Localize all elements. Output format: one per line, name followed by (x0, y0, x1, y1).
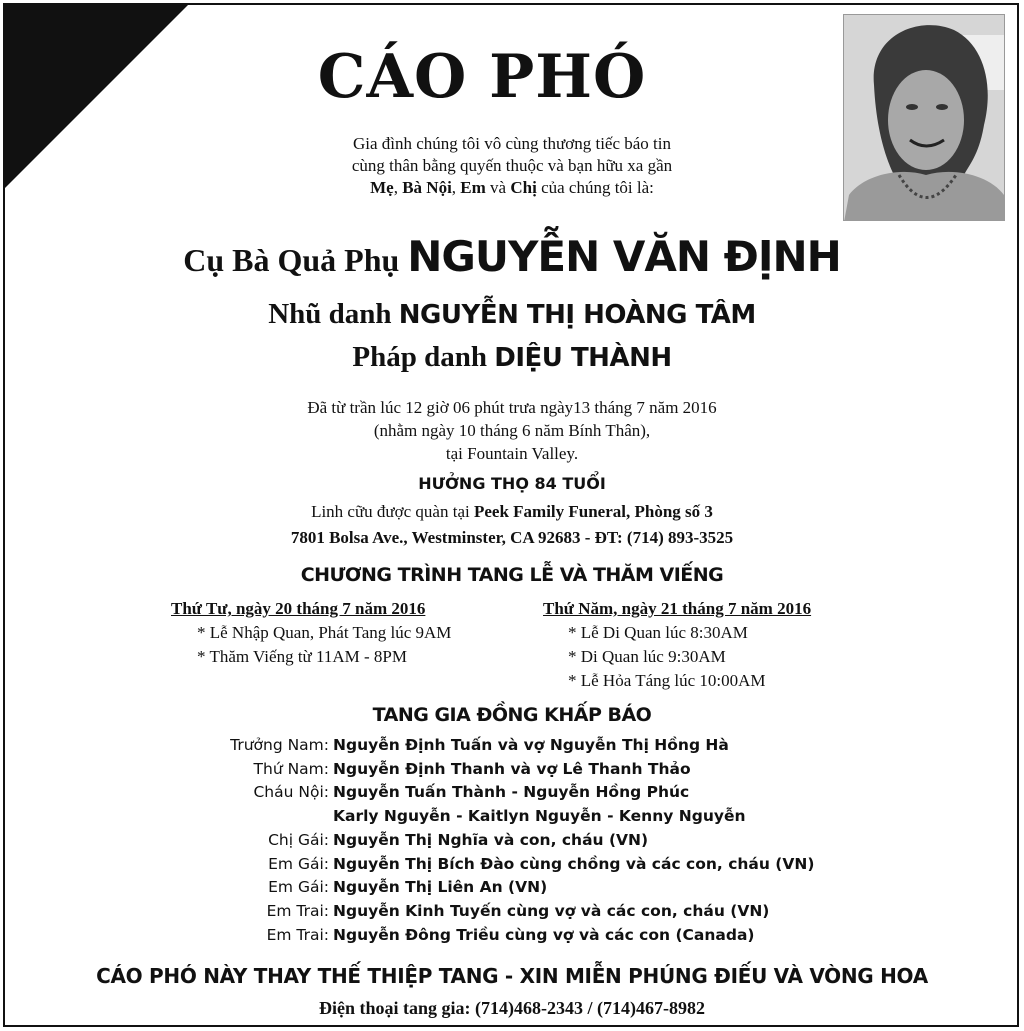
dharma-name (0, 341, 1024, 374)
age-line: HƯỞNG THỌ 84 TUỔI (418, 474, 606, 493)
relation-grandmother: Bà Nội (402, 178, 452, 197)
family-row (0, 805, 814, 829)
family-row (0, 876, 814, 900)
program-day-1-item: * Lễ Nhập Quan, Phát Tang lúc 9AM (197, 623, 452, 642)
family-value: Nguyễn Định Tuấn và vợ Nguyễn Thị Hồng Hà (333, 736, 729, 754)
deceased-name (0, 232, 1024, 281)
sep: , (451, 178, 461, 197)
family-label: Chị Gái: (268, 830, 329, 849)
program-day-2-item: * Lễ Hỏa Táng lúc 10:00AM (568, 671, 766, 690)
dharma-name-value: DIỆU THÀNH (494, 343, 672, 373)
family-value: Nguyễn Định Thanh và vợ Lê Thanh Thảo (333, 759, 691, 778)
family-value: Nguyễn Kinh Tuyến cùng vợ và các con, cháu (VN) (333, 901, 770, 920)
viewing-place: Peek Family Funeral, Phòng số 3 (473, 502, 713, 521)
intro-tail: của chúng tôi là: (536, 178, 654, 197)
closing-notice: CÁO PHÓ NÀY THAY THẾ THIỆP TANG - XIN MIỄN PHÚNG ĐIẾU VÀ VÒNG HOA (96, 964, 928, 988)
deceased-name-main: NGUYỄN VĂN ĐỊNH (407, 232, 841, 281)
intro-line-2: cùng thân bằng quyến thuộc và bạn hữu xa gần (351, 156, 673, 175)
program-title: CHƯƠNG TRÌNH TANG LỄ VÀ THĂM VIẾNG (300, 564, 724, 586)
dharma-prefix: Pháp danh (352, 341, 495, 373)
intro-line-1: Gia đình chúng tôi vô cùng thương tiếc báo tin (352, 134, 671, 153)
family-value: Nguyễn Tuấn Thành - Nguyễn Hồng Phúc (333, 783, 690, 802)
notice-title: CÁO PHÓ (317, 42, 647, 112)
family-row (0, 853, 814, 877)
family-value: Nguyễn Thị Nghĩa và con, cháu (VN) (333, 830, 649, 849)
sep: , (393, 178, 403, 197)
family-value: Nguyễn Thị Liên An (VN) (333, 878, 548, 897)
family-row (0, 781, 814, 805)
program-day-2-item: * Di Quan lúc 9:30AM (568, 647, 726, 666)
family-label: Em Gái: (268, 878, 329, 897)
deceased-prefix: Cụ Bà Quả Phụ (183, 242, 408, 278)
family-row (0, 924, 814, 948)
passing-line-1: Đã từ trần lúc 12 giờ 06 phút trưa ngày13 tháng 7 năm 2016 (307, 398, 717, 417)
family-row (0, 758, 814, 782)
program-day-2-item: * Lễ Di Quan lúc 8:30AM (568, 623, 748, 642)
passing-line-3: tại Fountain Valley. (445, 444, 579, 463)
passing-line-2: (nhằm ngày 10 tháng 6 năm Bính Thân), (373, 421, 651, 440)
family-label: Em Gái: (268, 854, 329, 873)
family-row (0, 734, 814, 758)
viewing-address: 7801 Bolsa Ave., Westminster, CA 92683 - ĐT: (714) 893-3525 (290, 528, 734, 547)
family-title: TANG GIA ĐỒNG KHẤP BÁO (372, 704, 652, 726)
intro-line-3 (0, 177, 1024, 199)
family-list (0, 734, 814, 947)
family-phone: Điện thoại tang gia: (714)468-2343 / (714)467-8982 (319, 998, 705, 1018)
maiden-prefix: Nhũ danh (268, 298, 399, 330)
relation-older-sister: Chị (510, 178, 537, 197)
program-day-2 (543, 597, 811, 693)
family-value: Nguyễn Đông Triều cùng vợ và các con (Canada) (333, 925, 755, 944)
sep: và (485, 178, 511, 197)
program-day-1 (171, 597, 451, 669)
viewing-prefix: Linh cữu được quàn tại (311, 502, 474, 521)
maiden-name (0, 298, 1024, 331)
program-day-1-date: Thứ Tư, ngày 20 tháng 7 năm 2016 (171, 599, 426, 618)
family-label: Em Trai: (266, 925, 329, 944)
relation-younger-sister: Em (460, 178, 486, 197)
relation-mother: Mẹ (370, 178, 394, 197)
family-row (0, 900, 814, 924)
program-day-1-item: * Thăm Viếng từ 11AM - 8PM (197, 647, 407, 666)
family-value: Nguyễn Thị Bích Đào cùng chồng và các con, cháu (VN) (333, 854, 815, 873)
viewing-line (0, 500, 1024, 523)
maiden-name-value: NGUYỄN THỊ HOÀNG TÂM (398, 300, 756, 330)
family-row (0, 829, 814, 853)
family-label: Trưởng Nam: (230, 736, 329, 754)
family-label: Em Trai: (266, 901, 329, 920)
family-value: Karly Nguyễn - Kaitlyn Nguyễn - Kenny Nguyễn (333, 807, 746, 826)
family-label: Cháu Nội: (253, 783, 329, 802)
program-day-2-date: Thứ Năm, ngày 21 tháng 7 năm 2016 (543, 599, 812, 618)
family-label: Thứ Nam: (253, 759, 329, 778)
